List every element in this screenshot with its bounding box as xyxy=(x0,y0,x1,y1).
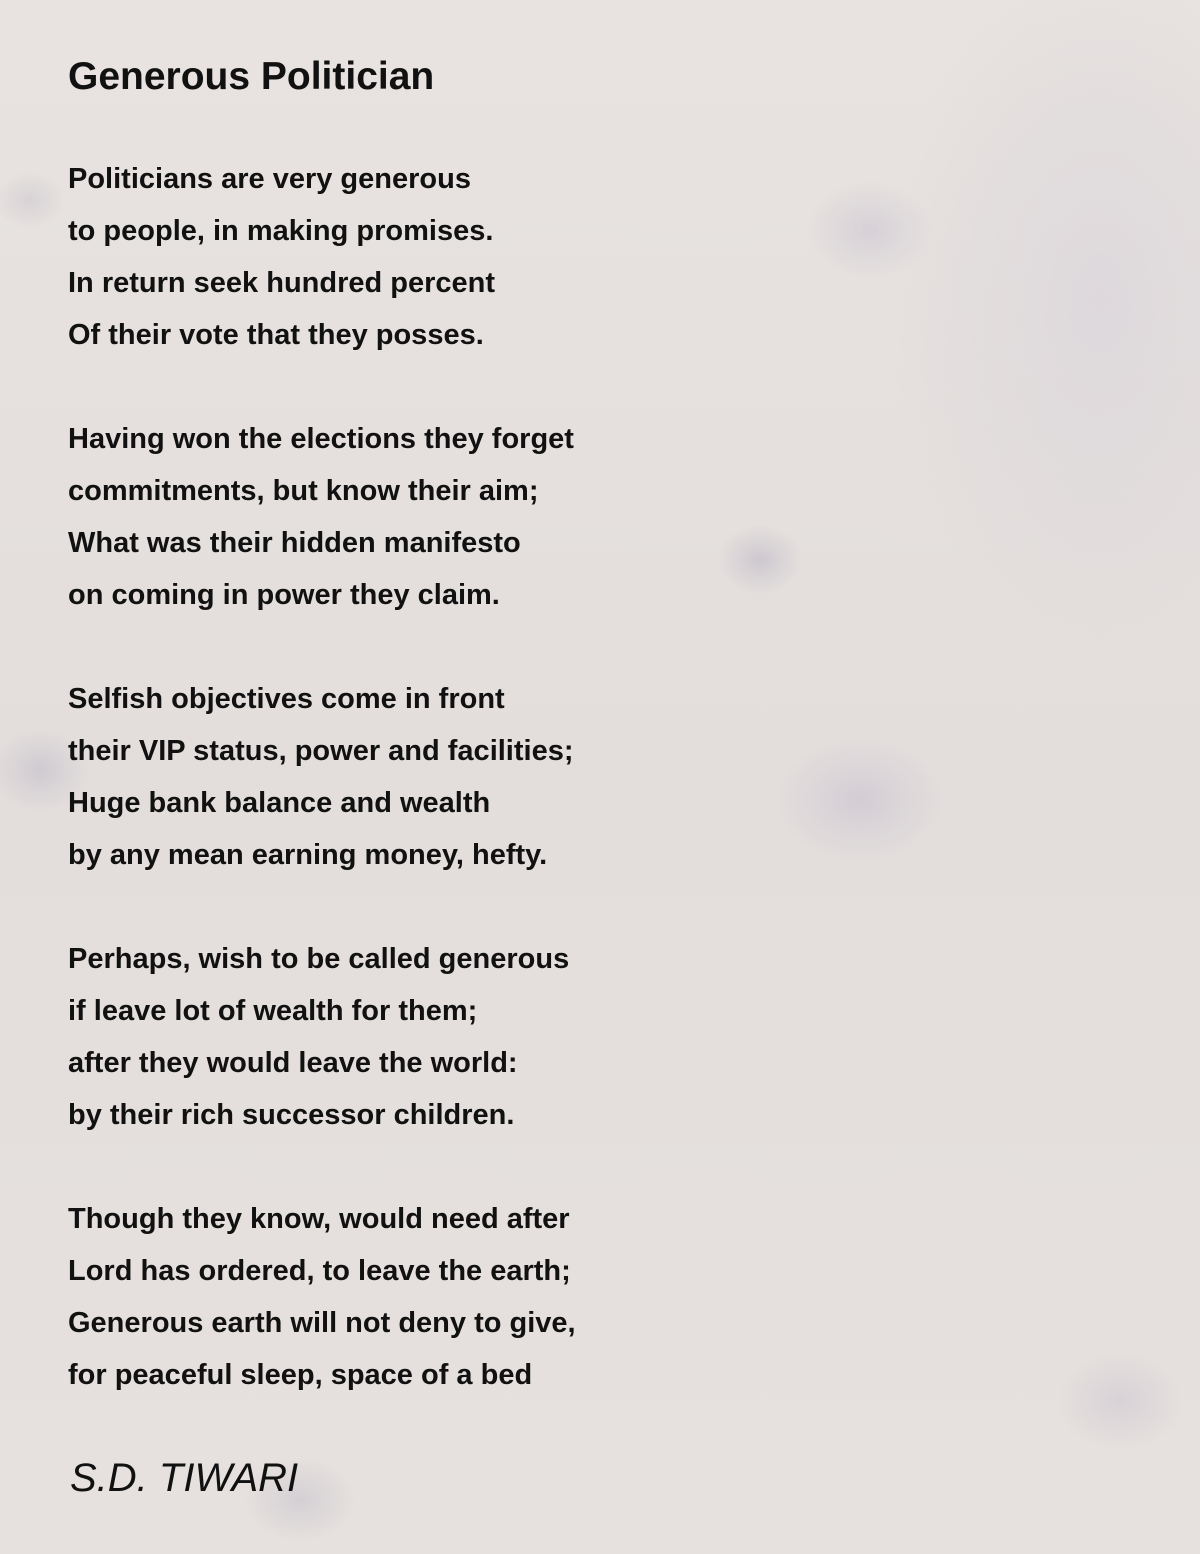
poem-line: Perhaps, wish to be called generous xyxy=(68,943,570,975)
poem-line: Of their vote that they posses. xyxy=(68,319,484,351)
poem-line: Huge bank balance and wealth xyxy=(68,787,491,819)
poem-line: by their rich successor children. xyxy=(68,1099,515,1131)
poem-line: commitments, but know their aim; xyxy=(68,475,539,507)
poem-title: Generous Politician xyxy=(68,55,435,98)
poem-line: Generous earth will not deny to give, xyxy=(68,1307,576,1339)
poem-line: Having won the elections they forget xyxy=(68,423,574,455)
poem-line: if leave lot of wealth for them; xyxy=(68,995,478,1027)
poem-line: to people, in making promises. xyxy=(68,215,494,247)
poem-line: What was their hidden manifesto xyxy=(68,527,521,559)
poem-line: for peaceful sleep, space of a bed xyxy=(68,1359,533,1391)
poem-line: after they would leave the world: xyxy=(68,1047,518,1079)
stanza-2 xyxy=(68,413,1068,621)
poem-body xyxy=(68,153,1068,1453)
poem-line: Though they know, would need after xyxy=(68,1203,570,1235)
poem-author: S.D. TIWARI xyxy=(70,1456,299,1500)
poem-line: Lord has ordered, to leave the earth; xyxy=(68,1255,571,1287)
stanza-1 xyxy=(68,153,1068,361)
poem-line: Selfish objectives come in front xyxy=(68,683,505,715)
stanza-5 xyxy=(68,1193,1068,1401)
poem-line: Politicians are very generous xyxy=(68,163,471,195)
stanza-4 xyxy=(68,933,1068,1141)
poem-line: their VIP status, power and facilities; xyxy=(68,735,574,767)
poem-line: on coming in power they claim. xyxy=(68,579,500,611)
poem-line: In return seek hundred percent xyxy=(68,267,496,299)
stanza-3 xyxy=(68,673,1068,881)
poem-line: by any mean earning money, hefty. xyxy=(68,839,548,871)
